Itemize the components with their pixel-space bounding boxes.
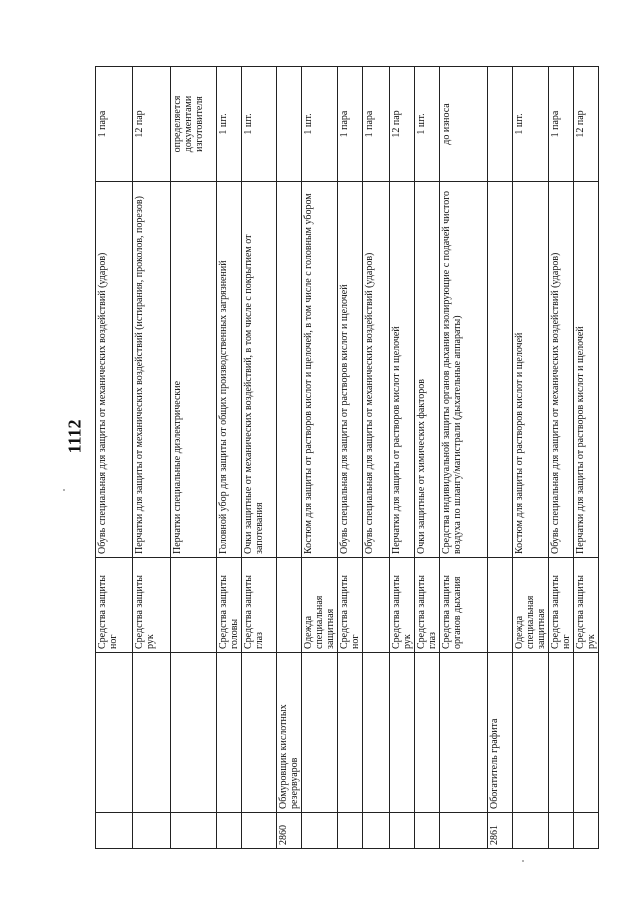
- col-profession: [574, 653, 599, 813]
- col-profession: [390, 653, 415, 813]
- col-profession: [338, 653, 363, 813]
- rotated-table-container: [95, 67, 597, 849]
- col-code: [242, 813, 277, 849]
- col-item: Перчатки для защиты от растворов кислот и щелочей: [574, 182, 599, 558]
- col-profession: [549, 653, 574, 813]
- col-item: Очки защитные от механических воздействий, в том числе с покрытием от запотевания: [242, 182, 277, 558]
- col-category: [277, 558, 302, 653]
- col-qty: 1 пара: [363, 67, 390, 182]
- col-code: [302, 813, 338, 849]
- col-code: [96, 813, 133, 849]
- col-category: Средства защиты рук: [390, 558, 415, 653]
- col-code: [171, 813, 217, 849]
- col-code: [217, 813, 242, 849]
- col-qty: 1 пара: [96, 67, 133, 182]
- col-profession: [363, 653, 390, 813]
- table-row: [338, 67, 363, 849]
- col-category: Средства защиты глаз: [242, 558, 277, 653]
- col-item: Обувь специальная для защиты от растворов кислот и щелочей: [338, 182, 363, 558]
- col-qty: 12 пар: [133, 67, 171, 182]
- col-category: Одежда специальная защитная: [513, 558, 549, 653]
- col-category: Средства защиты ног: [96, 558, 133, 653]
- col-profession: [96, 653, 133, 813]
- col-profession: [242, 653, 277, 813]
- rotated-page: [95, 67, 597, 849]
- table-row: [277, 67, 302, 849]
- col-code: [549, 813, 574, 849]
- col-category: Одежда специальная защитная: [302, 558, 338, 653]
- col-item: Головной убор для защиты от общих производственных загрязнений: [217, 182, 242, 558]
- col-qty: 1 пара: [549, 67, 574, 182]
- table-row: [133, 67, 171, 849]
- table-row: [488, 67, 513, 849]
- col-code: 2860: [277, 813, 302, 849]
- col-item: Перчатки специальные диэлектрические: [171, 182, 217, 558]
- col-qty: [488, 67, 513, 182]
- col-profession: [171, 653, 217, 813]
- col-profession: [217, 653, 242, 813]
- col-qty: [277, 67, 302, 182]
- table-row: [574, 67, 599, 849]
- col-code: [363, 813, 390, 849]
- col-item: Костюм для защиты от растворов кислот и щелочей, в том числе с головным убором: [302, 182, 338, 558]
- page-number: 1112: [64, 419, 85, 454]
- col-code: [513, 813, 549, 849]
- col-category: Средства защиты головы: [217, 558, 242, 653]
- col-item: Очки защитные от химических факторов: [415, 182, 440, 558]
- col-profession: [440, 653, 488, 813]
- col-item: [277, 182, 302, 558]
- col-category: Средства защиты органов дыхания: [440, 558, 488, 653]
- table-row: [363, 67, 390, 849]
- table-row: [415, 67, 440, 849]
- col-code: [415, 813, 440, 849]
- scan-speck: [522, 860, 524, 862]
- col-category: [488, 558, 513, 653]
- table-row: [302, 67, 338, 849]
- col-qty: определяется документами изготовителя: [171, 67, 217, 182]
- table-row: [242, 67, 277, 849]
- col-qty: 1 шт.: [217, 67, 242, 182]
- col-qty: 1 шт.: [415, 67, 440, 182]
- col-category: [363, 558, 390, 653]
- col-category: Средства защиты рук: [574, 558, 599, 653]
- ppe-norms-table: [95, 66, 599, 849]
- table-row: [513, 67, 549, 849]
- col-profession: [302, 653, 338, 813]
- col-profession: Обогатитель графита: [488, 653, 513, 813]
- table-row: [171, 67, 217, 849]
- col-profession: [513, 653, 549, 813]
- col-category: [171, 558, 217, 653]
- col-code: [440, 813, 488, 849]
- scan-speck: [63, 489, 65, 491]
- col-category: Средства защиты ног: [549, 558, 574, 653]
- col-profession: [133, 653, 171, 813]
- col-code: [574, 813, 599, 849]
- col-qty: 12 пар: [574, 67, 599, 182]
- col-code: [390, 813, 415, 849]
- col-item: Средства индивидуальной защиты органов дыхания изолирующие с подачей чистого воздуха по шлангу/магистрали (дыхательные аппараты): [440, 182, 488, 558]
- col-item: Обувь специальная для защиты от механических воздействий (ударов): [363, 182, 390, 558]
- col-item: Перчатки для защиты от растворов кислот и щелочей: [390, 182, 415, 558]
- col-category: Средства защиты ног: [338, 558, 363, 653]
- table-row: [440, 67, 488, 849]
- col-profession: [415, 653, 440, 813]
- table-row: [549, 67, 574, 849]
- col-qty: 1 пара: [338, 67, 363, 182]
- col-code: 2861: [488, 813, 513, 849]
- col-item: Костюм для защиты от растворов кислот и щелочей: [513, 182, 549, 558]
- col-category: Средства защиты глаз: [415, 558, 440, 653]
- col-qty: 1 шт.: [513, 67, 549, 182]
- col-item: Перчатки для защиты от механических воздействий (истирания, проколов, порезов): [133, 182, 171, 558]
- col-qty: 1 шт.: [242, 67, 277, 182]
- table-row: [217, 67, 242, 849]
- col-item: Обувь специальная для защиты от механических воздействий (ударов): [549, 182, 574, 558]
- table-row: [390, 67, 415, 849]
- col-code: [338, 813, 363, 849]
- table-row: [96, 67, 133, 849]
- col-item: Обувь специальная для защиты от механических воздействий (ударов): [96, 182, 133, 558]
- col-category: Средства защиты рук: [133, 558, 171, 653]
- col-qty: 1 шт.: [302, 67, 338, 182]
- col-item: [488, 182, 513, 558]
- col-code: [133, 813, 171, 849]
- col-qty: до износа: [440, 67, 488, 182]
- col-qty: 12 пар: [390, 67, 415, 182]
- col-profession: Обмуровщик кислотных резервуаров: [277, 653, 302, 813]
